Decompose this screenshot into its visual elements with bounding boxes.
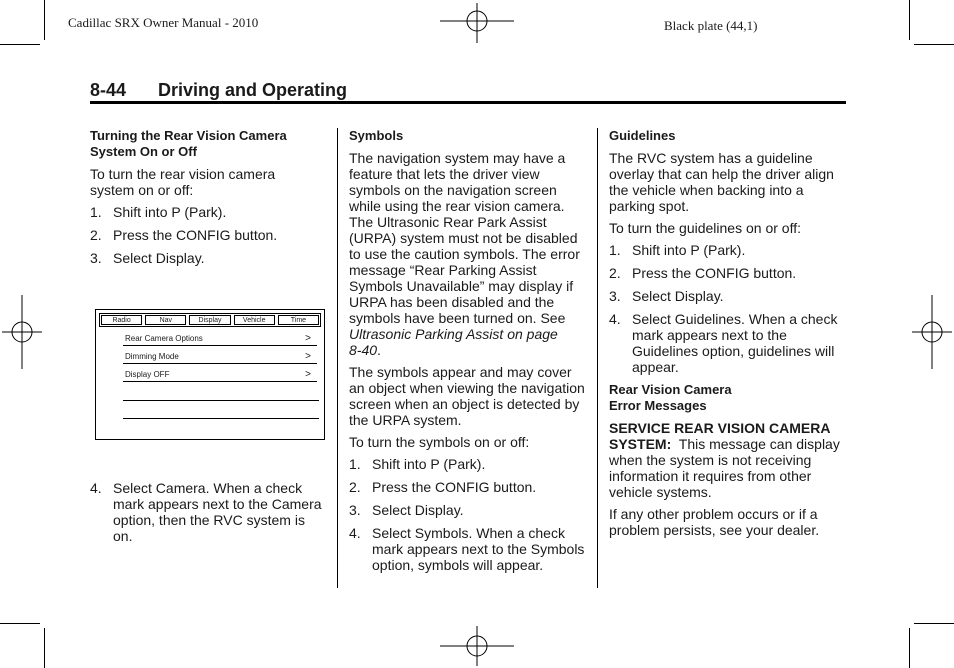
registration-mark-icon (440, 626, 514, 666)
list-item: 1. Shift into P (Park). (609, 242, 746, 258)
tab-vehicle: Vehicle (234, 315, 275, 325)
list-item: 2. Press the CONFIG button. (609, 265, 797, 281)
list-item: 4. Select Camera. When a check mark appears next to the Camera option, then the RVC system is on. (90, 480, 322, 544)
crop-mark (44, 628, 45, 668)
menu-divider (123, 418, 319, 419)
plate-label: Black plate (44,1) (664, 18, 758, 33)
column-1 (90, 128, 322, 273)
menu-row-rear-camera-options: Rear Camera Options > (123, 331, 317, 346)
registration-mark-icon (2, 295, 42, 369)
paragraph: If any other problem occurs or if a problem persists, see your dealer. (609, 506, 820, 538)
list-item: 1. Shift into P (Park). (349, 456, 486, 472)
paragraph: The RVC system has a guideline overlay that can help the driver align the vehicle when backing into a parking spot. (609, 150, 834, 214)
crop-mark (0, 44, 40, 45)
crop-mark (44, 0, 45, 40)
chevron-right-icon: > (305, 333, 311, 344)
list-item: 2. Press the CONFIG button. (90, 227, 278, 243)
tab-display: Display (189, 315, 230, 325)
paragraph: The navigation system may have a feature that lets the driver view symbols on the navigation screen while using the rear vision camera. The Ultrasonic Rear Park Assist (URPA) system must not be disabled to use the caution symbols. The error message “Rear Parking Assist Symbols Unavailable” may display if URPA has been disabled and the symbols have been turned on. See Ultrasonic Parking Assist on page 8‑40. (349, 150, 580, 358)
column-2 (349, 128, 589, 580)
page-title (90, 80, 846, 102)
paragraph: The symbols appear and may cover an object when viewing the navigation screen when an object is detected by the URPA system. (349, 364, 585, 428)
tab-bar (99, 313, 321, 327)
display-menu-figure (95, 309, 325, 440)
intro: To turn the rear vision camera system on or off: (90, 166, 276, 198)
registration-mark-icon (440, 3, 514, 43)
intro: To turn the guidelines on or off: (609, 220, 801, 236)
error-message: SERVICE REAR VISION CAMERA SYSTEM: This message can display when the system is not receiving information it requires from other vehicle systems. (609, 420, 840, 500)
tab-time: Time (278, 315, 319, 325)
heading: Guidelines (609, 128, 676, 143)
column-divider (337, 128, 338, 588)
manual-title: Cadillac SRX Owner Manual - 2010 (68, 15, 259, 30)
title-rule (90, 101, 846, 104)
column-divider (597, 128, 598, 588)
column-3 (609, 128, 849, 544)
list-item: 4. Select Guidelines. When a check mark appears next to the Guidelines option, guidelines will appear. (609, 311, 838, 375)
crop-mark (914, 623, 954, 624)
list-item: 3. Select Display. (90, 250, 205, 266)
column-1-continued (90, 480, 322, 551)
heading: Symbols (349, 128, 404, 143)
message-label: SERVICE REAR VISION CAMERA SYSTEM: (609, 420, 830, 452)
cross-reference: Ultrasonic Parking Assist on page 8‑40 (349, 326, 558, 358)
list-item: 4. Select Symbols. When a check mark appears next to the Symbols option, symbols will appear. (349, 525, 585, 573)
crop-mark (0, 623, 40, 624)
chevron-right-icon: > (305, 369, 311, 380)
tab-radio: Radio (101, 315, 142, 325)
intro: To turn the symbols on or off: (349, 434, 530, 450)
tab-nav: Nav (145, 315, 186, 325)
crop-mark (914, 44, 954, 45)
heading: Rear Vision Camera Error Messages (609, 382, 732, 413)
crop-mark (909, 0, 910, 40)
chevron-right-icon: > (305, 351, 311, 362)
section-title: Driving and Operating (158, 80, 348, 100)
heading: Turning the Rear Vision Camera System On or Off (90, 128, 287, 159)
menu-divider (123, 400, 319, 401)
page-number: 8-44 (90, 80, 127, 100)
list-item: 1. Shift into P (Park). (90, 204, 227, 220)
list-item: 3. Select Display. (609, 288, 724, 304)
list-item: 2. Press the CONFIG button. (349, 479, 537, 495)
menu-row-dimming-mode: Dimming Mode > (123, 349, 317, 364)
crop-mark (909, 628, 910, 668)
menu-row-display-off: Display OFF > (123, 367, 317, 382)
list-item: 3. Select Display. (349, 502, 464, 518)
registration-mark-icon (912, 295, 952, 369)
